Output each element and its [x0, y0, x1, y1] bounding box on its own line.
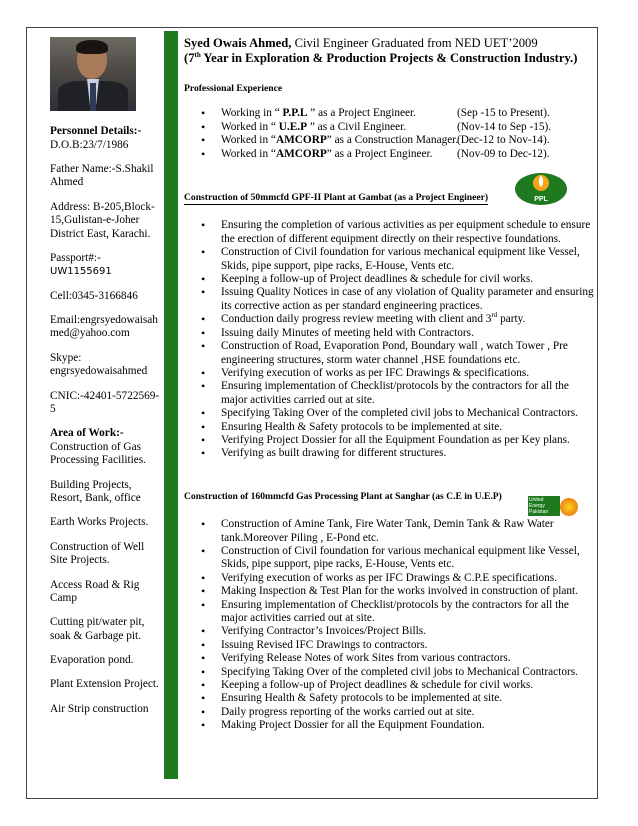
- project2-item: • Ensuring implementation of Checklist/protocols by the contractors for all the major activities carried out at site.: [184, 599, 594, 626]
- passport-number: UW1155691: [50, 266, 112, 278]
- area-of-work-item: Access Road & Rig Camp: [50, 578, 140, 605]
- area-of-work-item: Construction of Gas Processing Facilities.: [50, 440, 147, 467]
- profile-photo: [50, 37, 136, 111]
- project2-item: • Ensuring Health & Safety protocols to be implemented at site.: [184, 692, 594, 705]
- ppl-logo-text: PPL: [534, 196, 548, 203]
- experience-heading: Professional Experience: [184, 83, 283, 94]
- project2-item: • Verifying Release Notes of work Sites from various contractors.: [184, 652, 594, 665]
- project1-item: • Verifying execution of works as per IFC Drawings & specifications.: [184, 367, 594, 380]
- area-of-work-heading: Area of Work:-: [50, 427, 124, 440]
- area-of-work-item: Plant Extension Project.: [50, 678, 159, 691]
- project2-item: • Construction of Civil foundation for various mechanical equipment like Vessel, Skids, pipe support, pipe racks, E-House, Vents etc.: [184, 545, 594, 572]
- title-line: [184, 36, 594, 51]
- experience-item: • Worked in “ U.E.P ” as a Civil Engineer. (Nov-14 to Sep -15).: [184, 121, 594, 134]
- project1-item: • Keeping a follow-up of Project deadlines & schedule for civil works.: [184, 273, 594, 286]
- left-column: [50, 125, 162, 727]
- cnic: CNIC:-42401-5722569-5: [50, 389, 160, 416]
- project1-heading: Construction of 50mmcfd GPF-II Plant at Gambat (as a Project Engineer): [184, 191, 594, 205]
- project2-item: • Specifying Taking Over of the completed civil jobs to Mechanical Contractors.: [184, 666, 594, 679]
- project1-item: • Issuing Quality Notices in case of any violation of Quality parameter and ensuring its corrective action as per standard engineering practices.: [184, 286, 594, 313]
- area-of-work-list: [50, 441, 162, 716]
- area-of-work-item: Construction of Well Site Projects.: [50, 540, 145, 567]
- project2-item: • Issuing Revised IFC Drawings to contractors.: [184, 639, 594, 652]
- headline: Civil Engineer Graduated from NED UET’2009: [291, 36, 538, 50]
- project1-item: • Verifying Project Dossier for all the Equipment Foundation as per Key plans.: [184, 434, 594, 447]
- project1-item: • Verifying as built drawing for different structures.: [184, 447, 594, 460]
- experience-item: • Worked in “AMCORP” as a Construction Manager. (Dec-12 to Nov-14).: [184, 134, 594, 147]
- project1-item: • Specifying Taking Over of the completed civil jobs to Mechanical Contractors.: [184, 407, 594, 420]
- email: Email:engrsyedowaisahmed@yahoo.com: [50, 313, 158, 340]
- area-of-work-item: Evaporation pond.: [50, 654, 134, 667]
- cell-number: Cell:0345-3166846: [50, 289, 138, 302]
- project1-item: • Construction of Road, Evaporation Pond, Boundary wall , watch Tower , Pre engineering structures, storm water channel ,HSE foundations etc.: [184, 340, 594, 367]
- skype: Skype: engrsyedowaisahmed: [50, 351, 148, 378]
- personal-details-heading: Personnel Details:-: [50, 125, 142, 137]
- project1-item: • Construction of Civil foundation for various mechanical equipment like Vessel, Skids, pipe support, pipe racks, E-House, Vents etc.: [184, 246, 594, 273]
- ppl-logo: [514, 172, 568, 206]
- experience-list: [184, 107, 594, 161]
- experience-item: • Worked in “AMCORP” as a Project Engineer. (Nov-09 to Dec-12).: [184, 148, 594, 161]
- passport: Passport#:- UW1155691: [50, 251, 112, 278]
- uep-logo: [528, 496, 580, 520]
- dob: D.O.B:23/7/1986: [50, 138, 129, 151]
- main-column: [184, 36, 594, 733]
- experience-item: • Working in “ P.P.L ” as a Project Engineer. (Sep -15 to Present).: [184, 107, 594, 120]
- candidate-name: Syed Owais Ahmed,: [184, 36, 292, 50]
- area-of-work-item: Building Projects, Resort, Bank, office: [50, 478, 141, 505]
- project2-item: • Keeping a follow-up of Project deadlines & schedule for civil works.: [184, 679, 594, 692]
- project2-item: • Verifying Contractor’s Invoices/Project Bills.: [184, 625, 594, 638]
- project1-item: • Ensuring implementation of Checklist/protocols by the contractors for all the major activities carried out at site.: [184, 380, 594, 407]
- project2-item: • Making Project Dossier for all the Equipment Foundation.: [184, 719, 594, 732]
- area-of-work-item: Cutting pit/water pit, soak & Garbage pit.: [50, 616, 145, 642]
- project1-item: • Ensuring the completion of various activities as per equipment schedule to ensure the erection of different equipment directly on their respective foundations.: [184, 219, 594, 246]
- uep-logo-text: United Energy Pakistan: [528, 496, 560, 516]
- subheadline: (7th Year in Exploration & Production Projects & Construction Industry.): [184, 50, 578, 65]
- project2-item: • Verifying execution of works as per IFC Drawings & C.P.E specifications.: [184, 572, 594, 585]
- project2-item: • Making Inspection & Test Plan for the works involved in construction of plant.: [184, 585, 594, 598]
- project2-item: • Construction of Amine Tank, Fire Water Tank, Demin Tank & Raw Water tank.Moreover Piling , E-Pond etc.: [184, 518, 594, 545]
- project1-item: • Issuing daily Minutes of meeting held with Contractors.: [184, 327, 594, 340]
- project1-list: [184, 219, 594, 460]
- area-of-work-item: Earth Works Projects.: [50, 516, 149, 529]
- area-of-work-item: Air Strip construction: [50, 702, 149, 715]
- green-divider-bar: [164, 31, 178, 779]
- project2-list: [184, 518, 594, 733]
- project1-item: • Ensuring Health & Safety protocols to be implemented at site.: [184, 421, 594, 434]
- address: Address: B-205,Block-15,Gulistan-e-Joher District East, Karachi.: [50, 200, 155, 240]
- project1-meeting-item: • Conduction daily progress review meeting with client and 3rd party.: [184, 313, 594, 326]
- project2-item: • Daily progress reporting of the works carried out at site.: [184, 706, 594, 719]
- father-name: Father Name:-S.Shakil Ahmed: [50, 162, 154, 189]
- project2-heading: Construction of 160mmcfd Gas Processing Plant at Sanghar (as C.E in U.E.P): [184, 490, 502, 502]
